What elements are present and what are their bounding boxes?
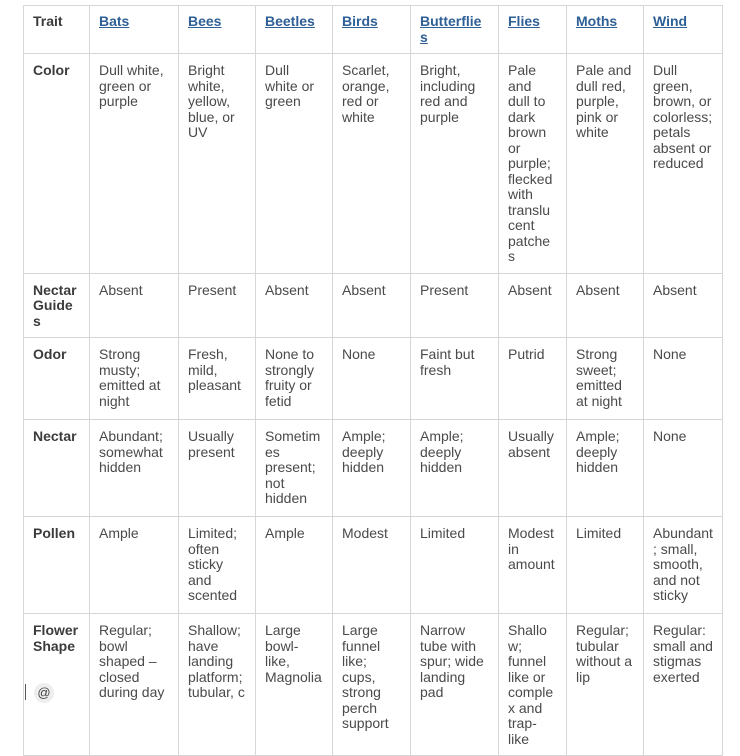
- table-row-pollen: [24, 517, 723, 614]
- table-cell: None: [644, 420, 723, 517]
- table-cell: Strong musty; emitted at night: [90, 338, 179, 420]
- table-cell: Limited: [567, 517, 644, 614]
- table-cell: Absent: [90, 273, 179, 338]
- column-link-bats[interactable]: Bats: [99, 13, 130, 29]
- table-cell: Absent: [333, 273, 411, 338]
- table-cell: Limited: [411, 517, 499, 614]
- table-cell: Ample: [256, 517, 333, 614]
- table-cell: Usually present: [179, 420, 256, 517]
- table-cell: Modest in amount: [499, 517, 567, 614]
- table-cell: Absent: [644, 273, 723, 338]
- table-cell: Fresh, mild, pleasant: [179, 338, 256, 420]
- table-cell: None: [333, 338, 411, 420]
- table-cell: Strong sweet; emitted at night: [567, 338, 644, 420]
- table-row-flower-shape: [24, 614, 723, 756]
- column-header-bees: [179, 6, 256, 54]
- row-header: Nectar Guides: [24, 273, 90, 338]
- table-cell: Pale and dull red, purple, pink or white: [567, 54, 644, 274]
- table-cell: Pale and dull to dark brown or purple; flecked with translucent patches: [499, 54, 567, 274]
- table-cell: Scarlet, orange, red or white: [333, 54, 411, 274]
- table-cell: Shallow; funnel like or complex and trap-like: [499, 614, 567, 756]
- table-cell: Absent: [567, 273, 644, 338]
- column-header-wind: [644, 6, 723, 54]
- table-cell: Absent: [256, 273, 333, 338]
- table-cell: Abundant; small, smooth, and not sticky: [644, 517, 723, 614]
- table-cell: Ample; deeply hidden: [411, 420, 499, 517]
- column-header-butterflies: [411, 6, 499, 54]
- table-cell: Regular; tubular without a lip: [567, 614, 644, 756]
- table-cell: Present: [411, 273, 499, 338]
- column-header-birds: [333, 6, 411, 54]
- table-cell: Usually absent: [499, 420, 567, 517]
- row-header: Odor: [24, 338, 90, 420]
- row-header: Color: [24, 54, 90, 274]
- table-row-odor: [24, 338, 723, 420]
- table-row-nectar-guides: [24, 273, 723, 338]
- table-cell: None: [644, 338, 723, 420]
- column-link-butterflies[interactable]: Butterflies: [420, 13, 482, 45]
- row-header: Nectar: [24, 420, 90, 517]
- table-cell: None to strongly fruity or fetid: [256, 338, 333, 420]
- text-cursor: [25, 684, 26, 700]
- table-cell: Ample; deeply hidden: [333, 420, 411, 517]
- pollination-traits-table: [23, 5, 723, 756]
- table-cell: Putrid: [499, 338, 567, 420]
- table-cell: Dull green, brown, or colorless; petals absent or reduced: [644, 54, 723, 274]
- table-cell: Bright, including red and purple: [411, 54, 499, 274]
- table-cell: Faint but fresh: [411, 338, 499, 420]
- column-link-moths[interactable]: Moths: [576, 13, 618, 29]
- table-cell: Modest: [333, 517, 411, 614]
- header-row: [24, 6, 723, 54]
- table-cell: Present: [179, 273, 256, 338]
- table-cell: Limited; often sticky and scented: [179, 517, 256, 614]
- column-link-bees[interactable]: Bees: [188, 13, 222, 29]
- column-header-flies: [499, 6, 567, 54]
- table-cell: Ample; deeply hidden: [567, 420, 644, 517]
- table-cell: Narrow tube with spur; wide landing pad: [411, 614, 499, 756]
- table-cell: Dull white or green: [256, 54, 333, 274]
- corner-header: Trait: [24, 6, 90, 54]
- table-cell: Large bowl-like, Magnolia: [256, 614, 333, 756]
- table-cell: Dull white, green or purple: [90, 54, 179, 274]
- column-link-birds[interactable]: Birds: [342, 13, 378, 29]
- column-link-wind[interactable]: Wind: [653, 13, 688, 29]
- table-cell: Regular; bowl shaped – closed during day: [90, 614, 179, 756]
- column-header-bats: [90, 6, 179, 54]
- mention-at-icon[interactable]: @: [34, 683, 54, 703]
- table-cell: Large funnel like; cups, strong perch support: [333, 614, 411, 756]
- table-cell: Bright white, yellow, blue, or UV: [179, 54, 256, 274]
- table-row-nectar: [24, 420, 723, 517]
- column-link-beetles[interactable]: Beetles: [265, 13, 315, 29]
- row-header: Pollen: [24, 517, 90, 614]
- table-cell: Regular: small and stigmas exerted: [644, 614, 723, 756]
- table-cell: Ample: [90, 517, 179, 614]
- table-cell: Sometimes present; not hidden: [256, 420, 333, 517]
- table-cell: Abundant; somewhat hidden: [90, 420, 179, 517]
- column-header-moths: [567, 6, 644, 54]
- column-header-beetles: [256, 6, 333, 54]
- table-cell: Shallow; have landing platform; tubular, c: [179, 614, 256, 756]
- table-cell: Absent: [499, 273, 567, 338]
- table-row-color: [24, 54, 723, 274]
- row-header: Flower Shape: [24, 614, 90, 756]
- column-link-flies[interactable]: Flies: [508, 13, 540, 29]
